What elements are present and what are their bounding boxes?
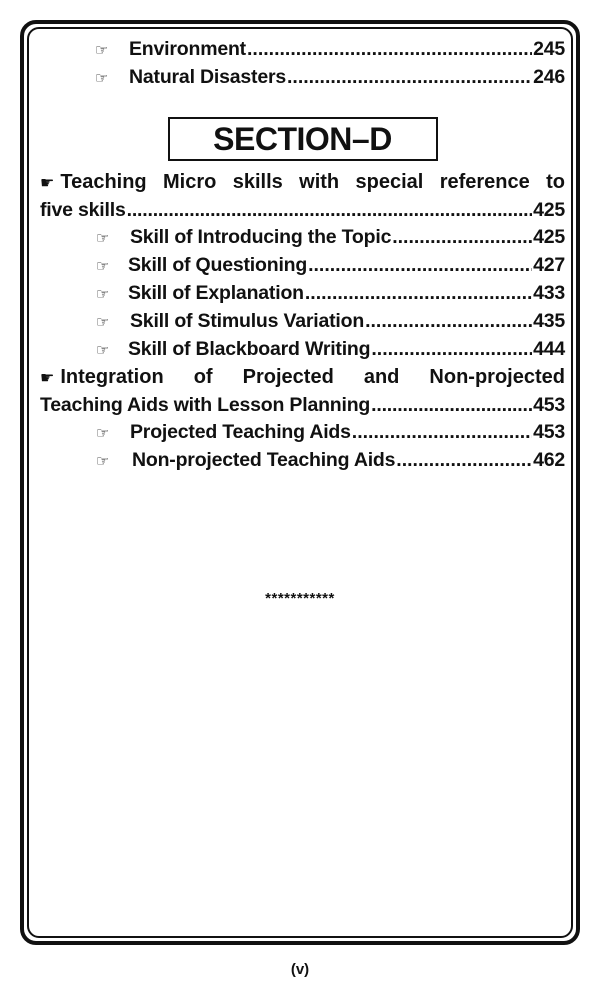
pointing-hand-outline-icon: ☞ — [96, 258, 110, 275]
toc-entry-stimulus-variation — [40, 308, 565, 336]
toc-entry-page: 427 — [533, 254, 565, 276]
toc-entry-page: 453 — [533, 421, 565, 443]
topic-page: 425 — [533, 199, 565, 221]
pointing-hand-outline-icon: ☞ — [96, 314, 110, 331]
toc-entry-page: 435 — [533, 310, 565, 332]
toc-entry-title: Natural Disasters — [129, 66, 287, 88]
toc-entry-questioning — [40, 252, 565, 280]
toc-entry-title: Skill of Blackboard Writing — [128, 338, 371, 360]
dot-leader — [308, 252, 532, 279]
toc-entry-page: 425 — [533, 226, 565, 248]
toc-entry-non-projected-aids — [40, 447, 565, 475]
topic-title-line1: Integration of Projected and Non-projected — [60, 366, 565, 388]
pointing-hand-outline-icon: ☞ — [95, 70, 109, 87]
topic-heading-tail — [40, 197, 565, 224]
toc-entry-page: 433 — [533, 282, 565, 304]
pointing-hand-outline-icon: ☞ — [96, 453, 110, 470]
toc-entry-title: Projected Teaching Aids — [130, 421, 351, 443]
toc-entry-introducing-topic — [40, 224, 565, 252]
toc-entry-page: 444 — [533, 338, 565, 360]
toc-entry-title: Skill of Explanation — [128, 282, 304, 304]
toc-entry-title: Skill of Stimulus Variation — [130, 310, 365, 332]
dot-leader — [305, 280, 532, 307]
dot-leader — [371, 336, 532, 363]
toc-entry-explanation — [40, 280, 565, 308]
topic-title-line1: Teaching Micro skills with special reference to — [60, 171, 565, 193]
toc-entry-natural-disasters — [40, 64, 565, 92]
toc-entry-page: 462 — [533, 449, 565, 471]
section-heading: SECTION–D — [168, 117, 438, 161]
dot-leader — [365, 308, 532, 335]
end-mark: *********** — [265, 590, 335, 607]
pointing-hand-outline-icon: ☞ — [96, 230, 110, 247]
toc-entry-title: Non-projected Teaching Aids — [132, 449, 396, 471]
toc-entry-title: Skill of Introducing the Topic — [130, 226, 392, 248]
topic-page: 453 — [533, 394, 565, 416]
page-number: (v) — [290, 961, 310, 978]
toc-entry-blackboard-writing — [40, 336, 565, 364]
pointing-hand-outline-icon: ☞ — [96, 286, 110, 303]
pointing-hand-outline-icon: ☞ — [96, 425, 110, 442]
toc-entry-page: 246 — [533, 66, 565, 88]
pointing-hand-outline-icon: ☞ — [95, 42, 109, 59]
topic-heading-line — [40, 169, 565, 197]
table-of-contents — [40, 36, 565, 475]
topic-heading-tail — [40, 392, 565, 419]
pointing-hand-outline-icon: ☞ — [96, 342, 110, 359]
topic-title-line2: Teaching Aids with Lesson Planning — [40, 394, 371, 416]
dot-leader — [392, 224, 532, 251]
toc-entry-page: 245 — [533, 38, 565, 60]
dot-leader — [127, 197, 532, 224]
topic-heading-line — [40, 364, 565, 392]
toc-entry-title: Environment — [129, 38, 246, 60]
dot-leader — [287, 64, 532, 91]
toc-entry-environment — [40, 36, 565, 64]
topic-title-line2: five skills — [40, 199, 126, 221]
dot-leader — [371, 392, 532, 419]
pointing-hand-solid-icon: ☛ — [40, 370, 55, 387]
dot-leader — [247, 36, 532, 63]
pointing-hand-solid-icon: ☛ — [40, 175, 55, 192]
toc-entry-projected-aids — [40, 419, 565, 447]
dot-leader — [396, 447, 532, 474]
toc-entry-title: Skill of Questioning — [128, 254, 308, 276]
dot-leader — [352, 419, 532, 446]
